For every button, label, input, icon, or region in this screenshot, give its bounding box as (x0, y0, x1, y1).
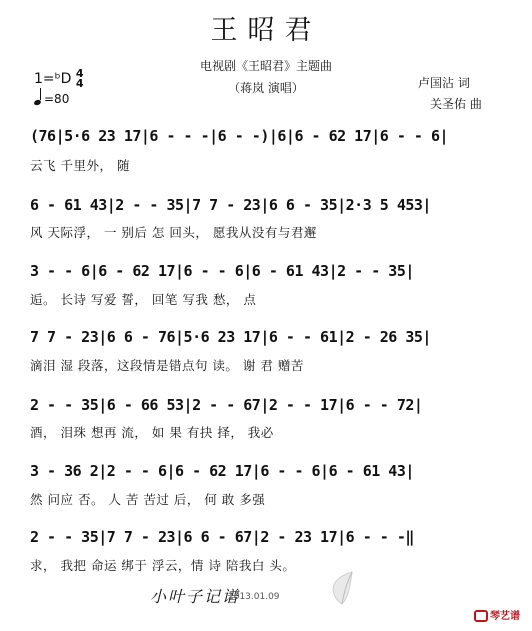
key-signature (34, 69, 84, 89)
key-text: 1=ᵇD (34, 71, 72, 87)
lyric-line-3: 逅。 长诗 写爱 誓， 回笔 写我 愁， 点 (30, 292, 257, 307)
lyric-line-1: 云飞 千里外， 随 (30, 158, 130, 173)
logo-mark-icon (474, 610, 488, 622)
transcriber-signature: 小叶子记谱 (150, 587, 241, 606)
lyric-line-2: 风 天际浮， 一 别后 怎 回头， 愿我从没有与君邂 (30, 225, 317, 240)
lyric-line-6: 然 问应 否。 人 苦 苦过 后， 何 敢 多强 (30, 492, 266, 507)
score-line-6: 3 - 36 2|2 - - 6|6 - 62 17|6 - - 6|6 - 61 43| (30, 462, 414, 480)
site-logo (474, 607, 520, 622)
quarter-note-icon (33, 99, 41, 106)
score-line-1: (76|5·6 23 17|6 - - -|6 - -)|6|6 - 62 17|6 - - 6| (30, 127, 449, 145)
singer-credit: （蒋岚 演唱） (228, 81, 304, 95)
song-title: 王昭君 (210, 15, 322, 46)
time-sig-bottom: 4 (75, 77, 84, 90)
score-line-3: 3 - - 6|6 - 62 17|6 - - 6|6 - 61 43|2 - - 35| (30, 262, 414, 280)
tempo-marking (34, 91, 69, 106)
note-stem (40, 88, 41, 100)
leaf-icon (322, 568, 362, 608)
score-line-5: 2 - - 35|6 - 66 53|2 - - 67|2 - - 17|6 - - 72| (30, 396, 423, 414)
time-signature (76, 69, 84, 89)
composer-credit: 关圣佑 曲 (430, 97, 482, 111)
lyric-line-4: 滴泪 湿 段落，这段情是错点句 读。 谢 君 赠苦 (30, 358, 304, 373)
time-sig-top: 4 (75, 67, 84, 80)
score-line-7: 2 - - 35|7 7 - 23|6 6 - 67|2 - 23 17|6 - - -‖ (30, 528, 414, 546)
score-line-2: 6 - 61 43|2 - - 35|7 7 - 23|6 6 - 35|2·3 5 453| (30, 196, 431, 214)
tempo-value: =80 (44, 92, 70, 106)
song-subtitle: 电视剧《王昭君》主题曲 (199, 59, 332, 73)
lyricist-credit: 卢国沾 词 (418, 76, 470, 90)
signature-date: 2013.01.09 (228, 592, 280, 602)
logo-text: 琴艺谱 (490, 611, 520, 622)
lyric-line-5: 酒， 泪珠 想再 流， 如 果 有抉 择， 我必 (30, 425, 274, 440)
score-line-4: 7 7 - 23|6 6 - 76|5·6 23 17|6 - - 61|2 - 26 35| (30, 328, 431, 346)
lyric-line-7: 求， 我把 命运 绑于 浮云，情 诗 陪我白 头。 (30, 558, 296, 573)
